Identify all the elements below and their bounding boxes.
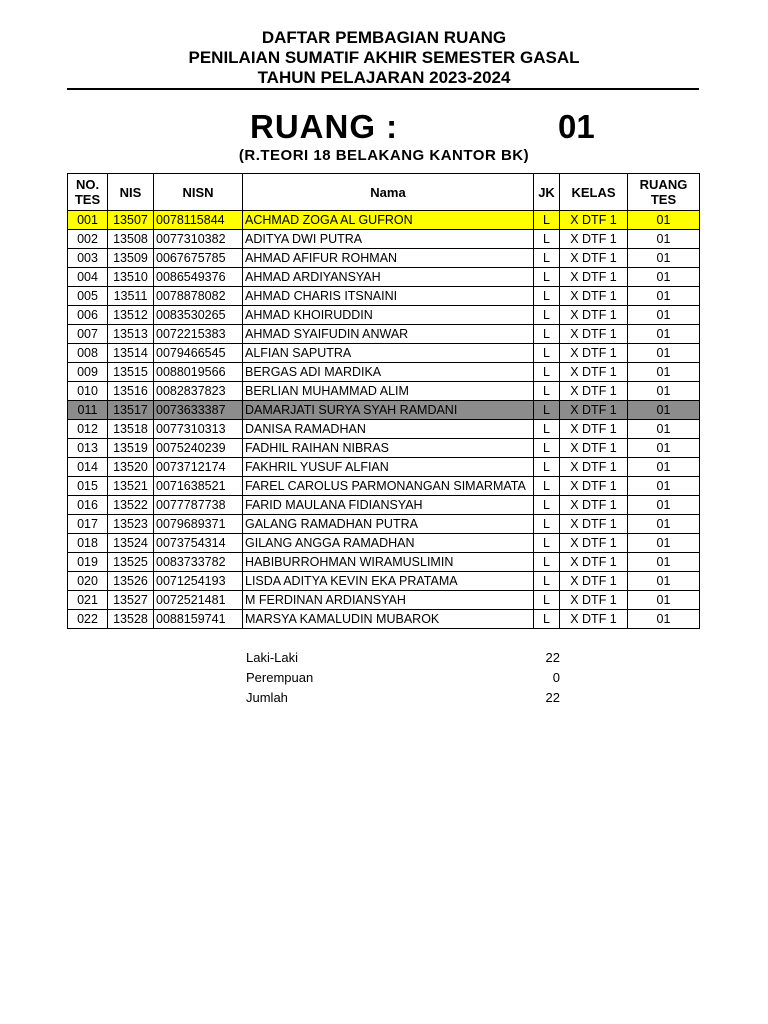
cell-kelas: X DTF 1 [560,515,628,534]
cell-nama: FADHIL RAIHAN NIBRAS [243,439,534,458]
cell-nama: DANISA RAMADHAN [243,420,534,439]
cell-nama: DAMARJATI SURYA SYAH RAMDANI [243,401,534,420]
cell-nis: 13523 [108,515,154,534]
cell-ruang-tes: 01 [628,439,700,458]
cell-nisn: 0067675785 [154,249,243,268]
cell-ruang-tes: 01 [628,401,700,420]
cell-nisn: 0079466545 [154,344,243,363]
cell-nama: GALANG RAMADHAN PUTRA [243,515,534,534]
cell-jk: L [534,249,560,268]
cell-jk: L [534,382,560,401]
table-row [68,382,700,401]
cell-nama: MARSYA KAMALUDIN MUBAROK [243,610,534,629]
room-location: (R.TEORI 18 BELAKANG KANTOR BK) [238,147,530,164]
table-row [68,325,700,344]
cell-no-tes: 018 [68,534,108,553]
cell-nisn: 0071638521 [154,477,243,496]
cell-nisn: 0071254193 [154,572,243,591]
cell-nisn: 0073754314 [154,534,243,553]
cell-nisn: 0072521481 [154,591,243,610]
cell-nisn: 0078878082 [154,287,243,306]
cell-nisn: 0073712174 [154,458,243,477]
cell-no-tes: 008 [68,344,108,363]
cell-kelas: X DTF 1 [560,401,628,420]
cell-nisn: 0083733782 [154,553,243,572]
cell-kelas: X DTF 1 [560,458,628,477]
header-nama: Nama [243,174,534,211]
cell-nisn: 0086549376 [154,268,243,287]
cell-no-tes: 011 [68,401,108,420]
cell-jk: L [534,363,560,382]
cell-nama: FAREL CAROLUS PARMONANGAN SIMARMATA [243,477,534,496]
cell-no-tes: 004 [68,268,108,287]
cell-no-tes: 020 [68,572,108,591]
cell-jk: L [534,287,560,306]
cell-ruang-tes: 01 [628,610,700,629]
cell-jk: L [534,553,560,572]
header-ruang-tes: RUANG TES [628,174,700,211]
cell-nisn: 0077310313 [154,420,243,439]
gender-summary [246,650,566,710]
cell-jk: L [534,610,560,629]
cell-ruang-tes: 01 [628,515,700,534]
cell-jk: L [534,344,560,363]
cell-kelas: X DTF 1 [560,553,628,572]
cell-jk: L [534,230,560,249]
cell-kelas: X DTF 1 [560,439,628,458]
cell-nama: AHMAD KHOIRUDDIN [243,306,534,325]
cell-nisn: 0077787738 [154,496,243,515]
cell-no-tes: 002 [68,230,108,249]
table-row [68,344,700,363]
cell-jk: L [534,306,560,325]
cell-kelas: X DTF 1 [560,306,628,325]
cell-nis: 13518 [108,420,154,439]
cell-nama: AHMAD CHARIS ITSNAINI [243,287,534,306]
cell-jk: L [534,477,560,496]
table-row [68,420,700,439]
cell-nisn: 0082837823 [154,382,243,401]
cell-nama: AHMAD AFIFUR ROHMAN [243,249,534,268]
table-row [68,401,700,420]
table-row [68,439,700,458]
table-row [68,534,700,553]
cell-kelas: X DTF 1 [560,287,628,306]
cell-kelas: X DTF 1 [560,610,628,629]
table-body [68,211,700,629]
cell-jk: L [534,496,560,515]
cell-no-tes: 021 [68,591,108,610]
cell-no-tes: 005 [68,287,108,306]
cell-kelas: X DTF 1 [560,534,628,553]
cell-nisn: 0079689371 [154,515,243,534]
cell-kelas: X DTF 1 [560,363,628,382]
cell-nis: 13525 [108,553,154,572]
summary-perempuan-label: Perempuan [246,670,314,685]
cell-no-tes: 017 [68,515,108,534]
cell-nisn: 0088159741 [154,610,243,629]
cell-nis: 13520 [108,458,154,477]
cell-nis: 13515 [108,363,154,382]
table-row [68,268,700,287]
cell-kelas: X DTF 1 [560,249,628,268]
table-row [68,287,700,306]
cell-kelas: X DTF 1 [560,591,628,610]
table-header-row [68,174,700,211]
cell-kelas: X DTF 1 [560,325,628,344]
cell-kelas: X DTF 1 [560,268,628,287]
cell-nis: 13527 [108,591,154,610]
cell-nama: ALFIAN SAPUTRA [243,344,534,363]
cell-nis: 13513 [108,325,154,344]
cell-no-tes: 007 [68,325,108,344]
cell-jk: L [534,268,560,287]
cell-no-tes: 012 [68,420,108,439]
cell-ruang-tes: 01 [628,363,700,382]
cell-nis: 13519 [108,439,154,458]
cell-nisn: 0073633387 [154,401,243,420]
summary-jumlah-label: Jumlah [246,690,288,705]
cell-ruang-tes: 01 [628,287,700,306]
cell-nis: 13509 [108,249,154,268]
cell-jk: L [534,439,560,458]
cell-jk: L [534,401,560,420]
table-row [68,306,700,325]
cell-kelas: X DTF 1 [560,477,628,496]
cell-no-tes: 009 [68,363,108,382]
room-heading [0,108,768,148]
cell-kelas: X DTF 1 [560,382,628,401]
cell-ruang-tes: 01 [628,458,700,477]
cell-ruang-tes: 01 [628,306,700,325]
table-row [68,496,700,515]
cell-jk: L [534,458,560,477]
cell-kelas: X DTF 1 [560,230,628,249]
cell-nis: 13526 [108,572,154,591]
cell-nisn: 0075240239 [154,439,243,458]
cell-nis: 13510 [108,268,154,287]
cell-ruang-tes: 01 [628,553,700,572]
cell-jk: L [534,420,560,439]
cell-ruang-tes: 01 [628,325,700,344]
cell-kelas: X DTF 1 [560,496,628,515]
cell-nama: HABIBURROHMAN WIRAMUSLIMIN [243,553,534,572]
cell-nis: 13524 [108,534,154,553]
summary-perempuan-value: 0 [552,670,560,685]
student-roster-table [67,173,700,629]
cell-nisn: 0078115844 [154,211,243,230]
table-row [68,515,700,534]
cell-ruang-tes: 01 [628,344,700,363]
cell-jk: L [534,211,560,230]
cell-nama: FAKHRIL YUSUF ALFIAN [243,458,534,477]
cell-kelas: X DTF 1 [560,572,628,591]
table-row [68,591,700,610]
cell-no-tes: 022 [68,610,108,629]
table-row [68,477,700,496]
header-kelas: KELAS [560,174,628,211]
cell-no-tes: 013 [68,439,108,458]
cell-ruang-tes: 01 [628,572,700,591]
cell-ruang-tes: 01 [628,211,700,230]
cell-nama: AHMAD SYAIFUDIN ANWAR [243,325,534,344]
header-no-tes: NO. TES [68,174,108,211]
summary-laki-label: Laki-Laki [246,650,299,665]
summary-laki-value: 22 [545,650,560,665]
cell-no-tes: 010 [68,382,108,401]
cell-nis: 13511 [108,287,154,306]
cell-kelas: X DTF 1 [560,344,628,363]
cell-kelas: X DTF 1 [560,420,628,439]
summary-row-laki [246,650,566,670]
cell-ruang-tes: 01 [628,534,700,553]
table-row [68,249,700,268]
cell-ruang-tes: 01 [628,249,700,268]
cell-nis: 13512 [108,306,154,325]
cell-ruang-tes: 01 [628,268,700,287]
table-row [68,553,700,572]
cell-ruang-tes: 01 [628,230,700,249]
cell-no-tes: 006 [68,306,108,325]
cell-nama: ADITYA DWI PUTRA [243,230,534,249]
table-row [68,572,700,591]
room-number: 01 [558,108,595,145]
cell-no-tes: 001 [68,211,108,230]
cell-nisn: 0072215383 [154,325,243,344]
table-row [68,363,700,382]
header-nis: NIS [108,174,154,211]
cell-ruang-tes: 01 [628,420,700,439]
cell-ruang-tes: 01 [628,382,700,401]
summary-row-perempuan [246,670,566,690]
cell-ruang-tes: 01 [628,591,700,610]
title-line-2: PENILAIAN SUMATIF AKHIR SEMESTER GASAL [188,48,580,67]
title-line-1: DAFTAR PEMBAGIAN RUANG [261,28,507,47]
cell-jk: L [534,534,560,553]
cell-jk: L [534,325,560,344]
cell-no-tes: 014 [68,458,108,477]
room-label: RUANG : [250,108,399,145]
cell-nama: M FERDINAN ARDIANSYAH [243,591,534,610]
cell-nis: 13521 [108,477,154,496]
cell-no-tes: 016 [68,496,108,515]
cell-nis: 13522 [108,496,154,515]
cell-kelas: X DTF 1 [560,211,628,230]
title-divider [67,88,699,90]
cell-nis: 13514 [108,344,154,363]
cell-nama: AHMAD ARDIYANSYAH [243,268,534,287]
title-line-3: TAHUN PELAJARAN 2023-2024 [257,68,511,87]
cell-no-tes: 019 [68,553,108,572]
cell-no-tes: 015 [68,477,108,496]
cell-nisn: 0077310382 [154,230,243,249]
cell-ruang-tes: 01 [628,496,700,515]
header-jk: JK [534,174,560,211]
cell-nisn: 0088019566 [154,363,243,382]
cell-nis: 13516 [108,382,154,401]
cell-nama: BERLIAN MUHAMMAD ALIM [243,382,534,401]
cell-nis: 13517 [108,401,154,420]
document-title [0,28,768,88]
cell-nama: FARID MAULANA FIDIANSYAH [243,496,534,515]
cell-jk: L [534,572,560,591]
cell-nis: 13507 [108,211,154,230]
cell-nama: BERGAS ADI MARDIKA [243,363,534,382]
cell-nisn: 0083530265 [154,306,243,325]
cell-nama: ACHMAD ZOGA AL GUFRON [243,211,534,230]
cell-nama: LISDA ADITYA KEVIN EKA PRATAMA [243,572,534,591]
cell-ruang-tes: 01 [628,477,700,496]
table-row [68,458,700,477]
cell-jk: L [534,515,560,534]
table-row [68,230,700,249]
cell-nama: GILANG ANGGA RAMADHAN [243,534,534,553]
cell-nis: 13508 [108,230,154,249]
table-row [68,610,700,629]
cell-nis: 13528 [108,610,154,629]
cell-no-tes: 003 [68,249,108,268]
cell-jk: L [534,591,560,610]
table-row [68,211,700,230]
header-nisn: NISN [154,174,243,211]
summary-jumlah-value: 22 [545,690,560,705]
summary-row-jumlah [246,690,566,710]
